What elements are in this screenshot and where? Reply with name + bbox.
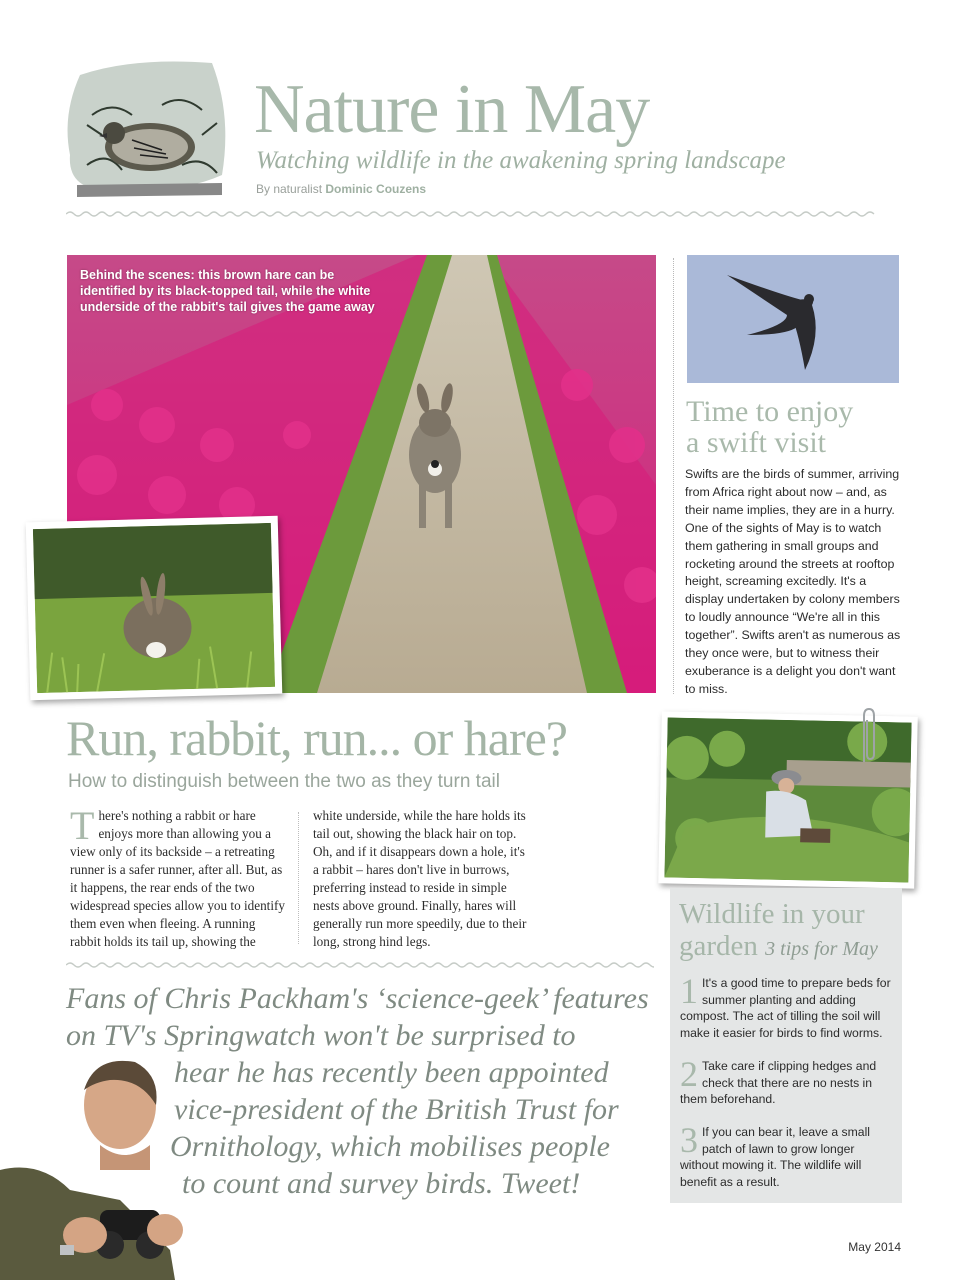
garden-heading-line1: Wildlife in your: [679, 898, 865, 930]
hero-caption: Behind the scenes: this brown hare can be identified by its black-topped tail, while the white underside of the rabbit's tail gives the game away: [80, 268, 375, 314]
rabbit-article-column-2: white underside, while the hare holds its tail out, showing the black hair on top. Oh, and if it disappears down a hole, it's a rabbit – hares don't live in burrows, preferring instead to reside in simple nests above ground. Finally, hares will generally run more speedily, due to their long, strong hind legs.: [313, 808, 527, 949]
quote-line-6: to count and survey birds. Tweet!: [182, 1167, 581, 1200]
rabbit-article-subheading: How to distinguish between the two as they turn tail: [68, 771, 500, 792]
paperclip-icon: [858, 706, 880, 766]
tip-number-1: 1: [680, 971, 698, 1011]
swift-heading: [686, 396, 906, 458]
quote-line-4: vice-president of the British Trust for: [174, 1093, 619, 1126]
quote-line-5: Ornithology, which mobilises people: [170, 1130, 610, 1163]
article-wavy-divider: [66, 961, 654, 969]
header-wavy-divider: [66, 210, 900, 218]
quote-line-1: Fans of Chris Packham's ‘science-geek’ features: [66, 982, 649, 1015]
issue-footer: May 2014: [848, 1240, 901, 1254]
swift-heading-line2: a swift visit: [686, 426, 826, 459]
rabbit-article-col1-text: here's nothing a rabbit or hare enjoys more than allowing you a view only of its backside – a retreating runner is a safer runner, after all. But, as it happens, the rear ends of the two widespread species allow you to identify them even when fleeing. A running rabbit holds its tail up, showing the: [70, 808, 285, 949]
garden-tips-heading: [679, 898, 878, 965]
rabbit-inset-photo: [26, 516, 283, 701]
column-divider: [673, 258, 674, 694]
tip-text-2: Take care if clipping hedges and check that there are no nests in them beforehand.: [680, 1059, 877, 1107]
byline-author: Dominic Couzens: [325, 182, 427, 196]
tip-number-3: 3: [680, 1120, 698, 1160]
tip-text-3: If you can bear it, leave a small patch of lawn to grow longer without mowing it. The wildlife will benefit as a result.: [680, 1125, 871, 1189]
garden-heading-line2: garden: [679, 930, 758, 962]
page-title: Nature in May: [254, 71, 650, 148]
tip-number-2: 2: [680, 1054, 698, 1094]
byline-prefix: By naturalist: [256, 182, 323, 196]
garden-heading-tag: 3 tips for May: [765, 938, 878, 960]
partridge-linocut-illustration: [62, 55, 232, 200]
swift-body-text: Swifts are the birds of summer, arriving from Africa right about now – and, as their name implies, they are in a hurry. One of the sights of May is to watch them gathering in small groups and rocketing around the streets at rooftop height, screaming excitedly. It's a display undertaken by colony members to loudly announce “We're all in this together”. Swifts aren't as numerous as they once were, but to witness their exuberance is a delight you don't want to miss.: [685, 467, 901, 696]
garden-tip-1: [680, 971, 894, 1041]
swift-in-flight-photo: [687, 255, 899, 383]
garden-tip-2: [680, 1054, 894, 1108]
article-column-divider: [298, 812, 299, 944]
swift-heading-line1: Time to enjoy: [686, 395, 854, 428]
page-subtitle: Watching wildlife in the awakening spring landscape: [256, 147, 786, 174]
tip-text-1: It's a good time to prepare beds for summer planting and adding compost. The act of tilling the soil will make it easier for birds to find worms.: [680, 976, 891, 1040]
garden-tip-3: [680, 1120, 894, 1190]
quote-line-2: on TV's Springwatch won't be surprised to: [66, 1019, 576, 1052]
quote-line-3: hear he has recently been appointed: [174, 1056, 609, 1089]
rabbit-article-heading: Run, rabbit, run... or hare?: [66, 710, 568, 766]
rabbit-article-column-1: [70, 803, 288, 951]
byline: [256, 182, 426, 196]
chris-packham-photo: [0, 1050, 190, 1280]
drop-cap: T: [70, 803, 95, 848]
